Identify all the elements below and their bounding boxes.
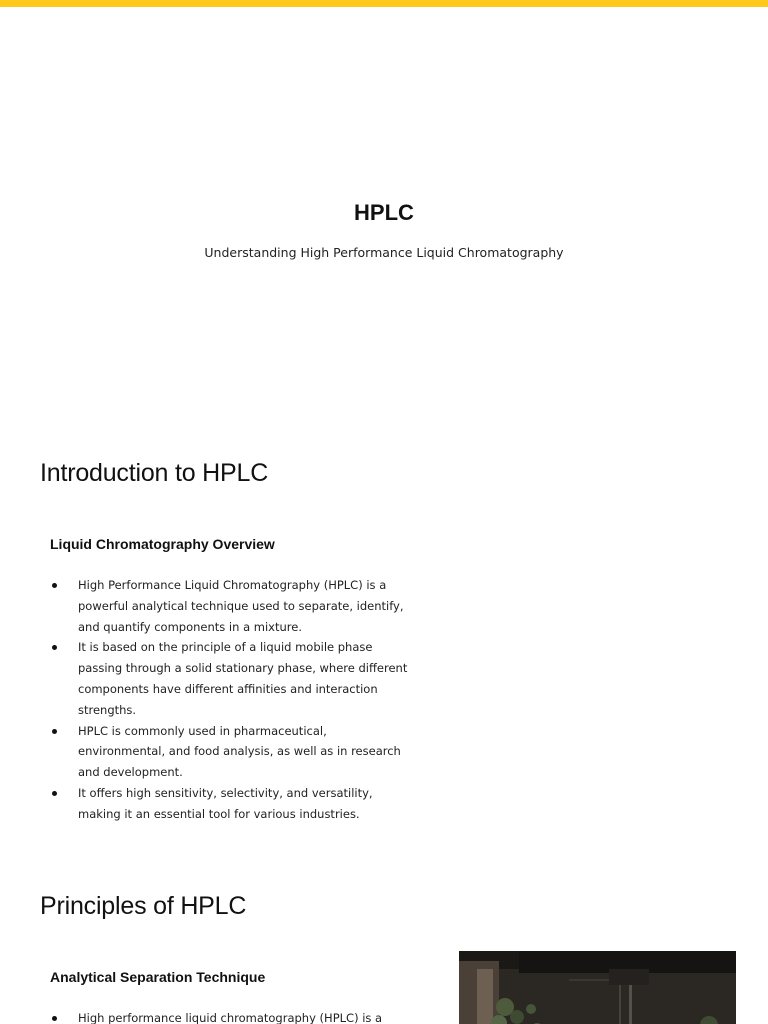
lab-photo — [459, 951, 736, 1024]
bullet-icon — [52, 729, 57, 734]
list-item — [50, 1008, 410, 1024]
bullet-icon — [52, 791, 57, 796]
accent-top-bar — [0, 0, 768, 7]
lab-photo-illustration — [459, 951, 736, 1024]
bullet-text: It is based on the principle of a liquid mobile phase passing through a solid stationary phase, where different components have different affinities and interaction strengths. — [78, 640, 408, 717]
bullet-icon — [52, 583, 57, 588]
list-item — [50, 575, 410, 637]
bullet-text: HPLC is commonly used in pharmaceutical, environmental, and food analysis, as well as in research and development. — [78, 723, 401, 780]
bullet-icon — [52, 645, 57, 650]
introduction-bullet-list — [50, 575, 410, 825]
section-title-introduction: Introduction to HPLC — [40, 459, 269, 487]
list-item — [50, 783, 410, 825]
list-item — [50, 637, 410, 720]
bullet-text: It offers high sensitivity, selectivity, and versatility, making it an essential tool for various industries. — [78, 785, 373, 821]
subheading-overview: Liquid Chromatography Overview — [50, 536, 275, 552]
bullet-text: High Performance Liquid Chromatography (HPLC) is a powerful analytical technique used to separate, identify, and quantify components in a mixture. — [78, 578, 404, 634]
document-title: HPLC — [354, 200, 414, 225]
document-subtitle: Understanding High Performance Liquid Chromatography — [204, 245, 564, 260]
principles-bullet-list — [50, 1008, 410, 1024]
section-title-principles: Principles of HPLC — [40, 892, 247, 920]
bullet-text: High performance liquid chromatography (HPLC) is a — [78, 1011, 383, 1024]
bullet-icon — [52, 1016, 57, 1021]
subheading-separation: Analytical Separation Technique — [50, 969, 266, 985]
list-item — [50, 721, 410, 783]
